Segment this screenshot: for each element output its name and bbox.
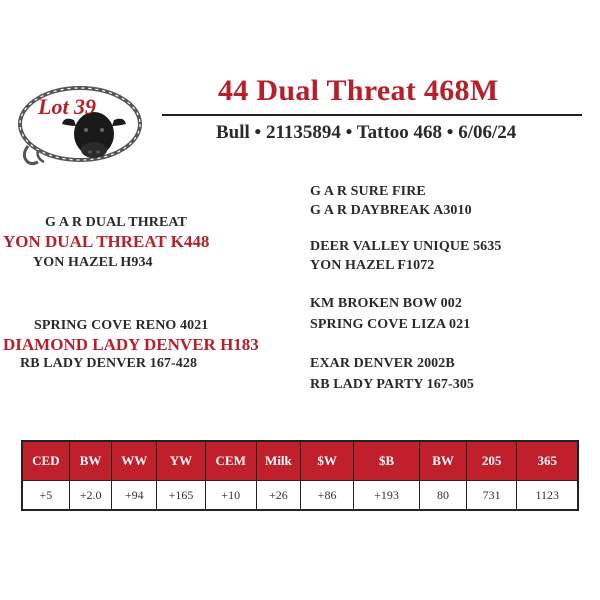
epd-value: +86 xyxy=(301,481,354,511)
epd-header: BW xyxy=(420,441,467,481)
epd-header: BW xyxy=(69,441,112,481)
epd-header: YW xyxy=(157,441,206,481)
epd-value: +26 xyxy=(256,481,301,511)
lot-label: Lot 39 xyxy=(38,94,97,119)
epd-header: Milk xyxy=(256,441,301,481)
epd-value: 80 xyxy=(420,481,467,511)
outer-ancestor: SPRING COVE LIZA 021 xyxy=(310,317,471,332)
title-divider xyxy=(162,114,582,116)
dam-sire: SPRING COVE RENO 4021 xyxy=(34,318,209,333)
outer-ancestor: RB LADY PARTY 167-305 xyxy=(310,377,475,392)
epd-value: +2.0 xyxy=(69,481,112,511)
outer-ancestor: G A R DAYBREAK A3010 xyxy=(310,203,472,218)
page-title: 44 Dual Threat 468M xyxy=(218,74,499,107)
epd-value-row xyxy=(22,481,578,511)
sire-dam: YON HAZEL H934 xyxy=(33,255,153,270)
outer-ancestor: DEER VALLEY UNIQUE 5635 xyxy=(310,239,502,254)
outer-ancestor: G A R SURE FIRE xyxy=(310,184,426,199)
outer-ancestor: EXAR DENVER 2002B xyxy=(310,356,455,371)
epd-value: 731 xyxy=(466,481,517,511)
epd-value: +10 xyxy=(205,481,256,511)
epd-value: +193 xyxy=(353,481,419,511)
outer-ancestor: YON HAZEL F1072 xyxy=(310,258,435,273)
dam-dam: RB LADY DENVER 167-428 xyxy=(20,356,198,371)
sire-sire: G A R DUAL THREAT xyxy=(45,215,187,230)
dam-name: DIAMOND LADY DENVER H183 xyxy=(3,335,259,354)
subtitle: Bull • 21135894 • Tattoo 468 • 6/06/24 xyxy=(216,122,517,143)
epd-header: $W xyxy=(301,441,354,481)
epd-header-row xyxy=(22,441,578,481)
epd-header: CED xyxy=(22,441,69,481)
epd-header: WW xyxy=(112,441,157,481)
outer-ancestor: KM BROKEN BOW 002 xyxy=(310,296,462,311)
epd-header: $B xyxy=(353,441,419,481)
epd-value: 1123 xyxy=(517,481,578,511)
epd-value: +94 xyxy=(112,481,157,511)
epd-header: 365 xyxy=(517,441,578,481)
epd-header: CEM xyxy=(205,441,256,481)
epd-value: +5 xyxy=(22,481,69,511)
epd-value: +165 xyxy=(157,481,206,511)
epd-table xyxy=(21,440,579,511)
epd-header: 205 xyxy=(466,441,517,481)
sire-name: YON DUAL THREAT K448 xyxy=(3,232,210,251)
